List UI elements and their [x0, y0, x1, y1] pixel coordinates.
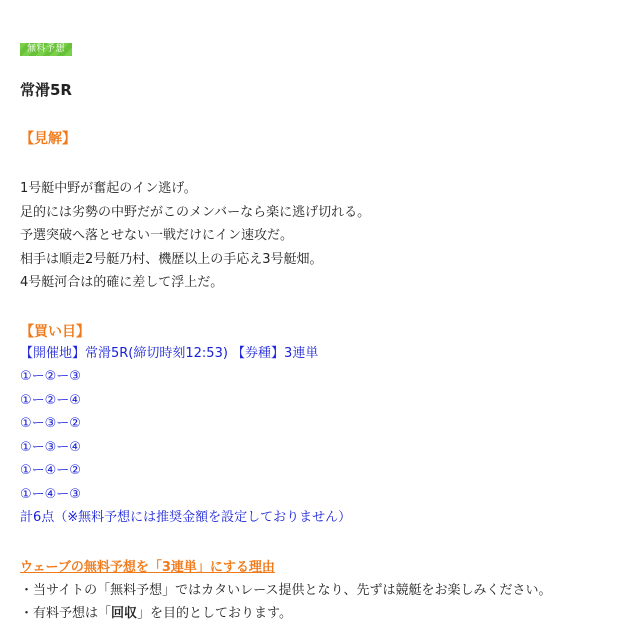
combo-item: ①ー②ー③ [20, 369, 81, 384]
race-title: 常滑5R [20, 81, 72, 99]
combo-item: ①ー③ー④ [20, 439, 81, 455]
article [20, 36, 620, 626]
combo-item: ①ー③ー② [20, 416, 81, 431]
view-line: 1号艇中野が奮起のイン逃げ。 [20, 181, 197, 196]
view-line: 足的には劣勢の中野だがこのメンバーなら楽に逃げ切れる。 [20, 204, 371, 220]
combo-item: ①ー④ー③ [20, 486, 81, 502]
combo-item: ①ー②ー④ [20, 392, 81, 408]
total-points: 計6点（※無料予想には推奨金額を設定しておりません） [20, 510, 352, 525]
view-line: 4号艇河合は的確に差して浮上だ。 [20, 275, 224, 290]
venue-line: 【開催地】常滑5R(締切時刻12:53) 【券種】3連単 [20, 345, 319, 361]
reason-note-2 [20, 602, 620, 626]
view-line: 相手は順走2号艇乃村、機歴以上の手応え3号艇畑。 [20, 251, 323, 267]
reason-note-2-prefix: ・有料予想は「 [20, 606, 112, 621]
free-prediction-badge: 無料予想 [20, 43, 72, 56]
view-heading: 【見解】 [20, 131, 76, 147]
reason-note-2-suffix: 」を目的としております。 [137, 606, 292, 621]
reason-note-1: ・当サイトの「無料予想」ではカタいレース提供となり、先ずは競艇をお楽しみください。 [20, 582, 552, 598]
buy-heading: 【買い目】 [20, 323, 90, 340]
view-body [20, 177, 620, 295]
reason-note-2-bold: 回収 [111, 606, 138, 621]
reason-title: ウェーブの無料予想を「3連単」にする理由 [20, 559, 275, 575]
combo-item: ①ー④ー② [20, 463, 81, 478]
view-line: 予選突破へ落とせない一戦だけにイン速攻だ。 [20, 228, 294, 243]
